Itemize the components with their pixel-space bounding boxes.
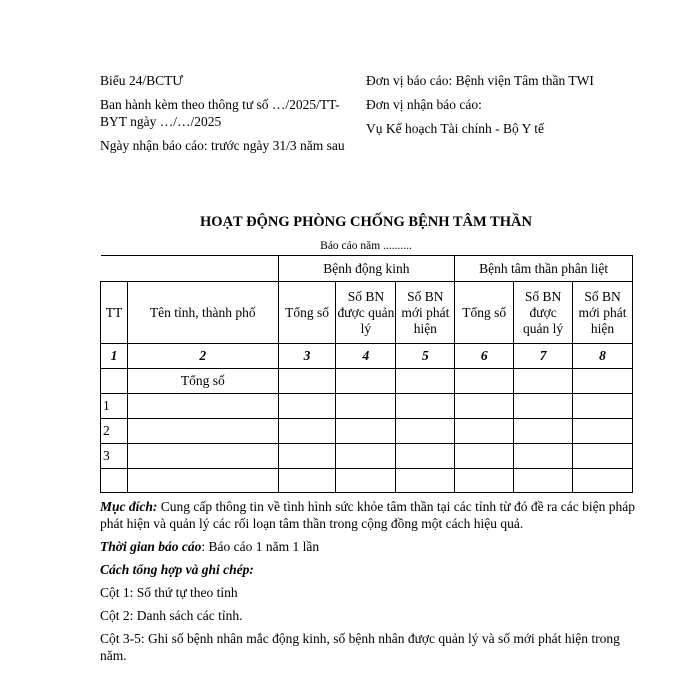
method-heading: Cách tổng hợp và ghi chép: xyxy=(100,562,254,577)
col-number: 6 xyxy=(455,344,514,369)
page-title: HOẠT ĐỘNG PHÒNG CHỐNG BỆNH TÂM THẦN xyxy=(200,214,532,230)
header-left xyxy=(100,72,365,161)
notes-section xyxy=(100,498,640,670)
receiving-unit-name: Vụ Kế hoạch Tài chính - Bộ Y tế xyxy=(366,121,544,136)
col-number: 3 xyxy=(278,344,336,369)
receiving-unit: Đơn vị nhận báo cáo: xyxy=(366,97,482,112)
group-epilepsy: Bệnh động kinh xyxy=(278,256,455,282)
total-row-label: Tổng số xyxy=(127,369,278,394)
col2-note: Cột 2: Danh sách các tỉnh. xyxy=(100,608,243,623)
col-epi-new-header: Số BN mới phát hiện xyxy=(396,282,455,344)
col-number: 1 xyxy=(101,344,128,369)
table-row xyxy=(101,419,633,444)
time-label: Thời gian báo cáo xyxy=(100,539,202,554)
col35-note: Cột 3-5: Ghi số bệnh nhân mắc động kinh, số bệnh nhân được quản lý và số mới phát hiện trong năm. xyxy=(100,631,620,663)
purpose-text: Cung cấp thông tin về tình hình sức khỏe tâm thần tại các tỉnh từ đó đề ra các biện pháp phát hiện và quản lý các rối loạn tâm thần trong cộng đồng một cách hiệu quả. xyxy=(100,499,636,531)
group-header-row xyxy=(101,256,633,282)
col-province-header: Tên tỉnh, thành phố xyxy=(127,282,278,344)
form-code: Biểu 24/BCTƯ xyxy=(100,73,183,88)
column-header-row xyxy=(101,282,633,344)
reporting-unit: Đơn vị báo cáo: Bệnh viện Tâm thần TWI xyxy=(366,73,594,88)
table-row xyxy=(101,444,633,469)
report-year: Báo cáo năm .......... xyxy=(320,240,412,252)
issued-with: Ban hành kèm theo thông tư số …/2025/TT-BYT ngày …/…/2025 xyxy=(100,97,340,129)
time-paragraph xyxy=(100,538,640,555)
report-table xyxy=(100,255,633,493)
receive-date: Ngày nhận báo cáo: trước ngày 31/3 năm sau xyxy=(100,138,345,153)
purpose-label: Mục đích: xyxy=(100,499,158,514)
col-number: 7 xyxy=(514,344,573,369)
purpose-paragraph xyxy=(100,498,640,532)
col-number: 2 xyxy=(127,344,278,369)
col-epi-managed-header: Số BN được quản lý xyxy=(336,282,396,344)
row-number: 3 xyxy=(101,444,128,469)
column-number-row xyxy=(101,344,633,369)
time-text: : Báo cáo 1 năm 1 lần xyxy=(201,539,320,554)
total-row xyxy=(101,369,633,394)
col-sch-new-header: Số BN mới phát hiện xyxy=(573,282,633,344)
row-number: 1 xyxy=(101,394,128,419)
col-tt-header: TT xyxy=(101,282,128,344)
col-number: 8 xyxy=(573,344,633,369)
row-number: 2 xyxy=(101,419,128,444)
table-row xyxy=(101,394,633,419)
col-number: 5 xyxy=(396,344,455,369)
header-right xyxy=(366,72,686,144)
table-row xyxy=(101,469,633,493)
col-epi-total-header: Tổng số xyxy=(278,282,336,344)
col-sch-total-header: Tổng số xyxy=(455,282,514,344)
col1-note: Cột 1: Số thứ tự theo tỉnh xyxy=(100,585,238,600)
group-schizophrenia: Bệnh tâm thần phân liệt xyxy=(455,256,633,282)
col-sch-managed-header: Số BN được quản lý xyxy=(514,282,573,344)
col-number: 4 xyxy=(336,344,396,369)
